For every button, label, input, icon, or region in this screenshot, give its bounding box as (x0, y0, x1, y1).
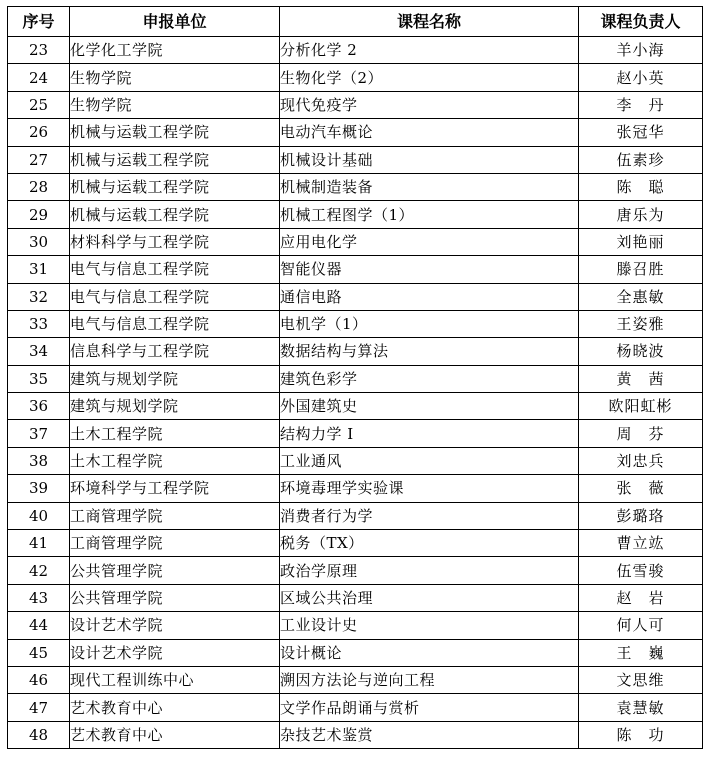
row-unit: 土木工程学院 (70, 447, 280, 474)
table-row (8, 119, 703, 146)
header-index: 序号 (8, 7, 70, 37)
table-row (8, 420, 703, 447)
table-row (8, 256, 703, 283)
row-unit: 工商管理学院 (70, 530, 280, 557)
header-lead: 课程负责人 (579, 7, 703, 37)
row-index: 25 (8, 91, 70, 118)
row-lead: 袁慧敏 (579, 694, 703, 721)
row-index: 48 (8, 721, 70, 748)
row-course: 机械设计基础 (280, 146, 579, 173)
row-index: 28 (8, 173, 70, 200)
table-row (8, 91, 703, 118)
row-unit: 材料科学与工程学院 (70, 228, 280, 255)
row-lead: 陈 功 (579, 721, 703, 748)
row-lead: 全惠敏 (579, 283, 703, 310)
table-row (8, 502, 703, 529)
header-row (8, 7, 703, 37)
row-unit: 工商管理学院 (70, 502, 280, 529)
row-unit: 电气与信息工程学院 (70, 256, 280, 283)
row-course: 环境毒理学实验课 (280, 475, 579, 502)
table-row (8, 37, 703, 64)
header-unit: 申报单位 (70, 7, 280, 37)
row-lead: 刘艳丽 (579, 228, 703, 255)
row-unit: 艺术教育中心 (70, 694, 280, 721)
row-course: 区域公共治理 (280, 584, 579, 611)
row-index: 42 (8, 557, 70, 584)
row-index: 47 (8, 694, 70, 721)
row-lead: 杨晓波 (579, 338, 703, 365)
row-index: 38 (8, 447, 70, 474)
row-course: 分析化学 2 (280, 37, 579, 64)
row-lead: 张冠华 (579, 119, 703, 146)
course-table (7, 6, 703, 749)
row-index: 30 (8, 228, 70, 255)
row-course: 政治学原理 (280, 557, 579, 584)
row-course: 溯因方法论与逆向工程 (280, 666, 579, 693)
row-unit: 公共管理学院 (70, 557, 280, 584)
row-lead: 赵 岩 (579, 584, 703, 611)
row-lead: 王姿雅 (579, 310, 703, 337)
row-index: 45 (8, 639, 70, 666)
row-unit: 现代工程训练中心 (70, 666, 280, 693)
row-unit: 信息科学与工程学院 (70, 338, 280, 365)
row-index: 35 (8, 365, 70, 392)
row-lead: 滕召胜 (579, 256, 703, 283)
row-index: 32 (8, 283, 70, 310)
row-index: 40 (8, 502, 70, 529)
table-row (8, 584, 703, 611)
row-index: 44 (8, 612, 70, 639)
row-unit: 机械与运载工程学院 (70, 119, 280, 146)
row-lead: 李 丹 (579, 91, 703, 118)
row-index: 46 (8, 666, 70, 693)
row-unit: 建筑与规划学院 (70, 393, 280, 420)
row-lead: 彭璐珞 (579, 502, 703, 529)
row-index: 26 (8, 119, 70, 146)
table-row (8, 530, 703, 557)
table-row (8, 475, 703, 502)
row-index: 39 (8, 475, 70, 502)
row-lead: 王 巍 (579, 639, 703, 666)
table-row (8, 201, 703, 228)
row-index: 31 (8, 256, 70, 283)
row-course: 工业通风 (280, 447, 579, 474)
row-lead: 何人可 (579, 612, 703, 639)
row-lead: 唐乐为 (579, 201, 703, 228)
row-index: 36 (8, 393, 70, 420)
row-unit: 电气与信息工程学院 (70, 283, 280, 310)
row-lead: 陈 聪 (579, 173, 703, 200)
row-index: 29 (8, 201, 70, 228)
table-row (8, 694, 703, 721)
row-unit: 机械与运载工程学院 (70, 173, 280, 200)
row-lead: 欧阳虹彬 (579, 393, 703, 420)
row-unit: 建筑与规划学院 (70, 365, 280, 392)
table-row (8, 447, 703, 474)
table-row (8, 612, 703, 639)
row-course: 工业设计史 (280, 612, 579, 639)
table-row (8, 557, 703, 584)
row-course: 现代免疫学 (280, 91, 579, 118)
row-index: 37 (8, 420, 70, 447)
row-course: 应用电化学 (280, 228, 579, 255)
row-course: 电机学（1） (280, 310, 579, 337)
table-row (8, 338, 703, 365)
row-unit: 化学化工学院 (70, 37, 280, 64)
row-course: 机械工程图学（1） (280, 201, 579, 228)
row-unit: 电气与信息工程学院 (70, 310, 280, 337)
row-lead: 伍雪骏 (579, 557, 703, 584)
table-row (8, 173, 703, 200)
row-course: 外国建筑史 (280, 393, 579, 420)
row-unit: 设计艺术学院 (70, 612, 280, 639)
row-course: 生物化学（2） (280, 64, 579, 91)
row-lead: 赵小英 (579, 64, 703, 91)
row-course: 设计概论 (280, 639, 579, 666)
table-row (8, 283, 703, 310)
row-index: 33 (8, 310, 70, 337)
table-row (8, 721, 703, 748)
row-lead: 张 薇 (579, 475, 703, 502)
row-unit: 土木工程学院 (70, 420, 280, 447)
row-index: 41 (8, 530, 70, 557)
row-course: 消费者行为学 (280, 502, 579, 529)
row-unit: 机械与运载工程学院 (70, 201, 280, 228)
table-row (8, 146, 703, 173)
row-course: 建筑色彩学 (280, 365, 579, 392)
row-unit: 生物学院 (70, 91, 280, 118)
row-unit: 设计艺术学院 (70, 639, 280, 666)
row-unit: 环境科学与工程学院 (70, 475, 280, 502)
table-row (8, 228, 703, 255)
row-unit: 机械与运载工程学院 (70, 146, 280, 173)
row-course: 电动汽车概论 (280, 119, 579, 146)
row-course: 机械制造装备 (280, 173, 579, 200)
table-row (8, 666, 703, 693)
row-lead: 文思维 (579, 666, 703, 693)
row-lead: 刘忠兵 (579, 447, 703, 474)
row-course: 数据结构与算法 (280, 338, 579, 365)
row-index: 24 (8, 64, 70, 91)
row-index: 43 (8, 584, 70, 611)
row-unit: 生物学院 (70, 64, 280, 91)
table-row (8, 365, 703, 392)
row-course: 文学作品朗诵与赏析 (280, 694, 579, 721)
row-course: 杂技艺术鉴赏 (280, 721, 579, 748)
row-course: 通信电路 (280, 283, 579, 310)
table-row (8, 639, 703, 666)
row-unit: 公共管理学院 (70, 584, 280, 611)
row-index: 34 (8, 338, 70, 365)
row-course: 税务（TX） (280, 530, 579, 557)
row-lead: 伍素珍 (579, 146, 703, 173)
row-index: 27 (8, 146, 70, 173)
table-row (8, 310, 703, 337)
row-lead: 周 芬 (579, 420, 703, 447)
row-index: 23 (8, 37, 70, 64)
table-row (8, 393, 703, 420)
row-lead: 曹立竑 (579, 530, 703, 557)
table-row (8, 64, 703, 91)
row-unit: 艺术教育中心 (70, 721, 280, 748)
header-course: 课程名称 (280, 7, 579, 37)
row-lead: 羊小海 (579, 37, 703, 64)
row-lead: 黄 茜 (579, 365, 703, 392)
row-course: 智能仪器 (280, 256, 579, 283)
row-course: 结构力学 I (280, 420, 579, 447)
